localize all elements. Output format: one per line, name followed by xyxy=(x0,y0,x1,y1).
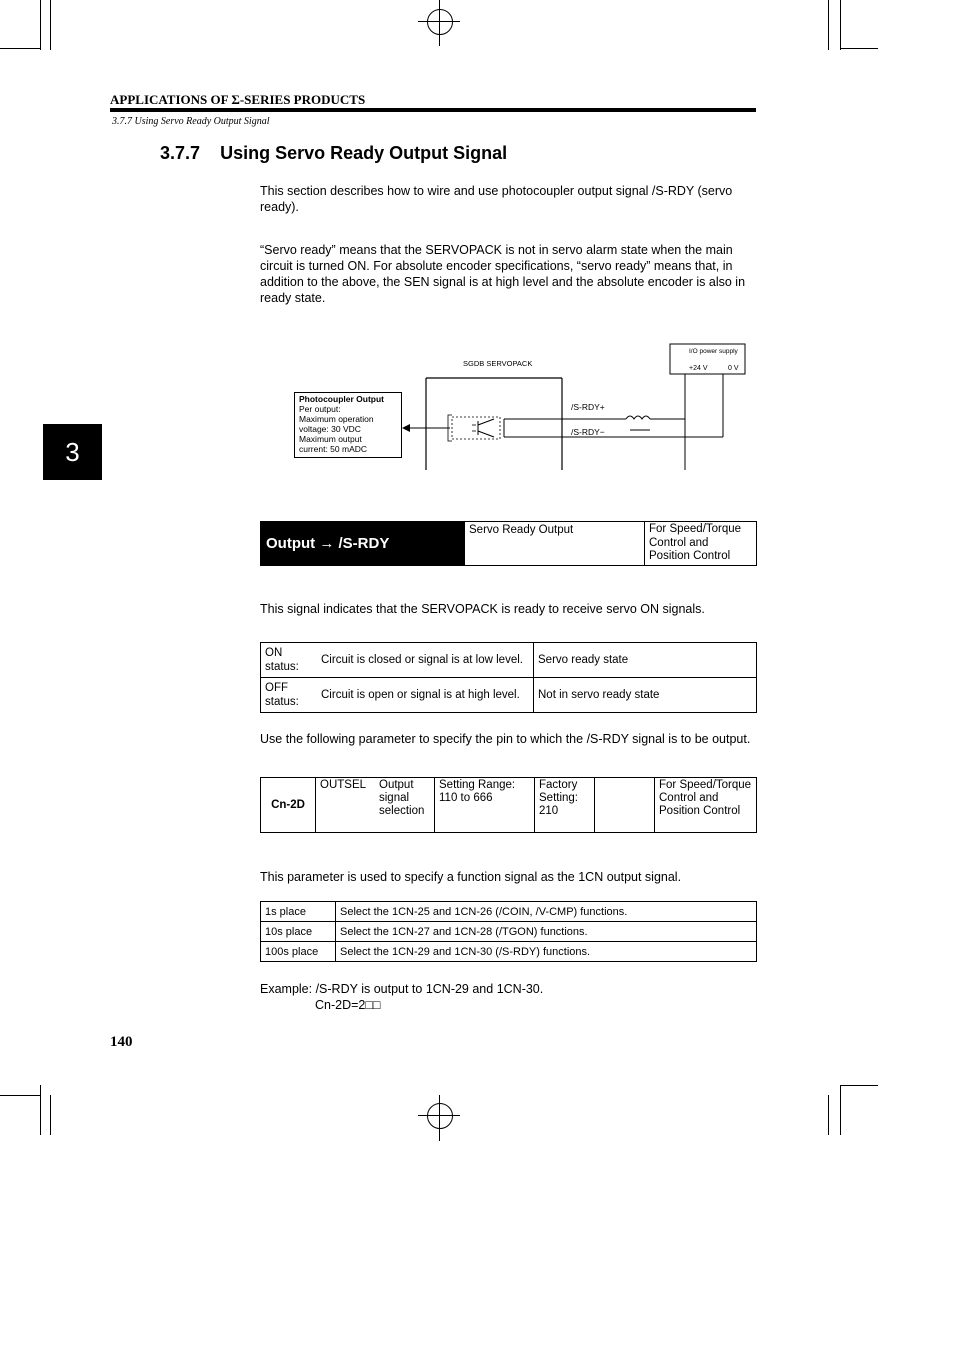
chapter-tab: 3 xyxy=(43,424,102,480)
photocoupler-line: voltage: 30 VDC xyxy=(299,424,361,434)
crop-mark xyxy=(439,1095,440,1141)
crop-mark xyxy=(50,1095,51,1135)
example-line: Example: /S-RDY is output to 1CN-29 and 1CN-30. xyxy=(260,982,544,996)
meaning-cell: Servo ready state xyxy=(534,643,757,678)
header-rule xyxy=(110,108,756,112)
place-cell: 1s place xyxy=(261,902,336,922)
srdy-minus-label: /S-RDY− xyxy=(571,427,605,437)
photocoupler-line: current: 50 mADC xyxy=(299,444,368,454)
condition-cell: Circuit is open or signal is at high level. xyxy=(317,678,534,713)
photocoupler-spec-box xyxy=(294,392,402,458)
crop-mark xyxy=(840,1085,878,1086)
crop-mark xyxy=(439,0,440,46)
param-name: Output signal selection xyxy=(375,778,435,832)
param-symbol: OUTSEL xyxy=(320,779,367,791)
meaning-cell: Not in servo ready state xyxy=(534,678,757,713)
crop-mark xyxy=(50,0,51,50)
registration-mark xyxy=(427,1103,453,1129)
registration-mark xyxy=(427,9,453,35)
servopack-label: SGDB SERVOPACK xyxy=(463,359,533,368)
photocoupler-line: Maximum output xyxy=(299,434,362,444)
place-desc-cell: Select the 1CN-29 and 1CN-30 (/S-RDY) functions. xyxy=(336,942,757,962)
signal-modes: For Speed/Torque Control and Position Control xyxy=(649,523,742,562)
signal-name: Output → /S-RDY xyxy=(261,522,465,565)
page-number: 140 xyxy=(110,1034,133,1050)
crop-mark xyxy=(840,0,841,50)
parameter-box xyxy=(260,777,757,833)
signal-paragraph: This signal indicates that the SERVOPACK is ready to receive servo ON signals. xyxy=(260,602,705,616)
crop-mark xyxy=(0,1095,40,1096)
crop-mark xyxy=(840,1085,841,1135)
param-unit xyxy=(595,778,655,832)
definition-paragraph: “Servo ready” means that the SERVOPACK is not in servo alarm state when the main circuit is turned ON. For absolute encoder specifications, “servo ready” means that, in addition to the above, the SEN signal is at high level and the absolute encoder is also in ready state. xyxy=(260,243,746,305)
param-range: Setting Range: 110 to 666 xyxy=(435,778,535,832)
photocoupler-line: Per output: xyxy=(299,404,341,414)
condition-cell: Circuit is closed or signal is at low level. xyxy=(317,643,534,678)
photocoupler-title: Photocoupler Output xyxy=(299,394,384,404)
state-cell: ON status: xyxy=(261,643,318,678)
section-heading xyxy=(160,143,507,164)
status-table xyxy=(260,642,757,713)
intro-paragraph: This section describes how to wire and use photocoupler output signal /S-RDY (servo ready). xyxy=(260,184,733,214)
table-row xyxy=(261,922,757,942)
running-title: APPLICATIONS OF Σ-SERIES PRODUCTS xyxy=(110,92,366,107)
param-desc-paragraph: This parameter is used to specify a function signal as the 1CN output signal. xyxy=(260,870,682,884)
crop-mark xyxy=(40,0,41,50)
table-row xyxy=(261,902,757,922)
crop-mark xyxy=(840,48,878,49)
table-row xyxy=(261,678,757,713)
crop-mark xyxy=(828,1095,829,1135)
table-row xyxy=(261,643,757,678)
section-title: Using Servo Ready Output Signal xyxy=(220,143,508,163)
state-cell: OFF status: xyxy=(261,678,318,713)
power-label: I/O power supply xyxy=(689,348,738,355)
param-code: Cn-2D xyxy=(261,778,316,832)
subsection-path: 3.7.7 Using Servo Ready Output Signal xyxy=(112,116,270,127)
param-intro-paragraph: Use the following parameter to specify the pin to which the /S-RDY signal is to be output. xyxy=(260,732,751,746)
zero-v-label: 0 V xyxy=(728,365,739,372)
crop-mark xyxy=(418,21,460,22)
signal-box xyxy=(260,521,757,566)
crop-mark xyxy=(418,1115,460,1116)
signal-description: Servo Ready Output xyxy=(465,522,645,565)
place-desc-cell: Select the 1CN-27 and 1CN-28 (/TGON) functions. xyxy=(336,922,757,942)
crop-mark xyxy=(828,0,829,50)
crop-mark xyxy=(0,48,40,49)
section-number: 3.7.7 xyxy=(160,143,201,163)
param-modes: For Speed/Torque Control and Position Control xyxy=(659,779,752,817)
plus24-label: +24 V xyxy=(689,365,708,372)
srdy-plus-label: /S-RDY+ xyxy=(571,402,605,412)
crop-mark xyxy=(40,1085,41,1135)
place-desc-cell: Select the 1CN-25 and 1CN-26 (/COIN, /V-CMP) functions. xyxy=(336,902,757,922)
place-table xyxy=(260,901,757,962)
table-row xyxy=(261,942,757,962)
param-factory: Factory Setting: 210 xyxy=(535,778,595,832)
place-cell: 10s place xyxy=(261,922,336,942)
place-cell: 100s place xyxy=(261,942,336,962)
example-value: Cn-2D=2□□ xyxy=(315,998,381,1012)
photocoupler-line: Maximum operation xyxy=(299,414,374,424)
